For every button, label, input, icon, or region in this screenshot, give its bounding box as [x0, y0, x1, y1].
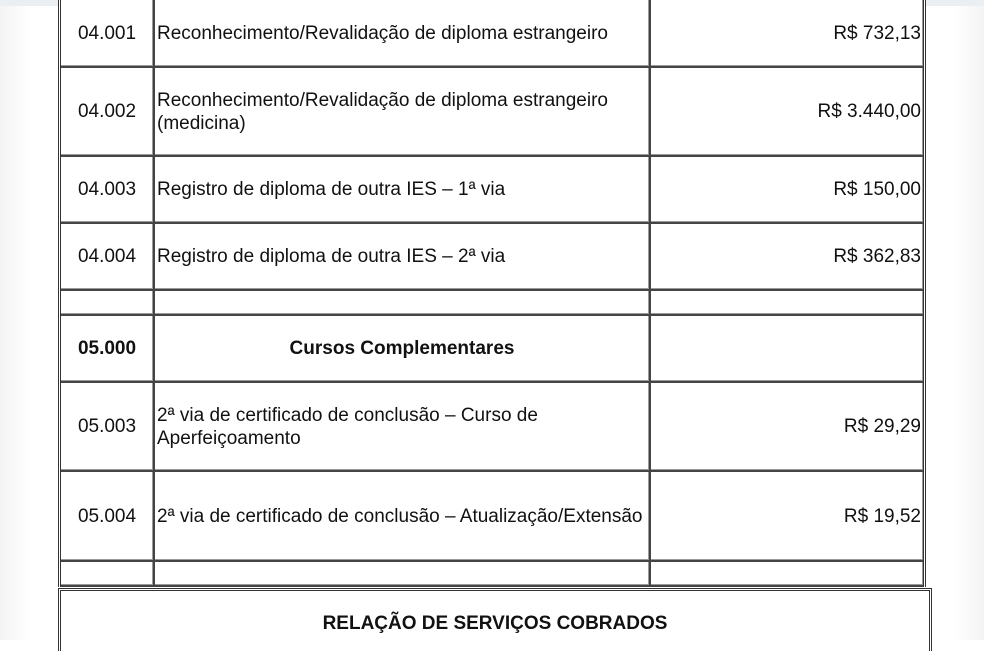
row-code: 05.003 [61, 383, 155, 472]
services-header-title: RELAÇÃO DE SERVIÇOS COBRADOS [322, 613, 668, 634]
row-code: 05.004 [61, 472, 155, 562]
row-code: 04.004 [61, 224, 155, 291]
row-value: R$ 19,52 [651, 472, 923, 562]
row-description: Reconhecimento/Revalidação de diploma estrangeiro (medicina) [155, 68, 651, 157]
services-header-box [58, 588, 932, 651]
row-description: 2ª via de certificado de conclusão – Atualização/Extensão [155, 472, 651, 562]
row-code: 04.001 [61, 0, 155, 68]
table-row [61, 0, 923, 68]
row-value [651, 562, 923, 587]
row-value [651, 291, 923, 316]
section-code: 05.000 [61, 316, 155, 383]
row-description [155, 291, 651, 316]
row-description: Registro de diploma de outra IES – 1ª via [155, 157, 651, 224]
row-description: Registro de diploma de outra IES – 2ª via [155, 224, 651, 291]
row-value: R$ 362,83 [651, 224, 923, 291]
row-code: 04.002 [61, 68, 155, 157]
row-value: R$ 29,29 [651, 383, 923, 472]
row-value: R$ 150,00 [651, 157, 923, 224]
section-title: Cursos Complementares [155, 316, 651, 383]
row-code [61, 291, 155, 316]
table-row [61, 157, 923, 224]
table-row [61, 224, 923, 291]
table-row [61, 383, 923, 472]
row-value: R$ 3.440,00 [651, 68, 923, 157]
table-row-empty [61, 291, 923, 316]
row-code: 04.003 [61, 157, 155, 224]
row-value: R$ 732,13 [651, 0, 923, 68]
table-row [61, 68, 923, 157]
section-header-row [61, 316, 923, 383]
table-row [61, 472, 923, 562]
table-row-empty [61, 562, 923, 587]
row-description [155, 562, 651, 587]
fee-table [58, 0, 926, 587]
row-code [61, 562, 155, 587]
section-value [651, 316, 923, 383]
row-description: 2ª via de certificado de conclusão – Curso de Aperfeiçoamento [155, 383, 651, 472]
row-description: Reconhecimento/Revalidação de diploma estrangeiro [155, 0, 651, 68]
